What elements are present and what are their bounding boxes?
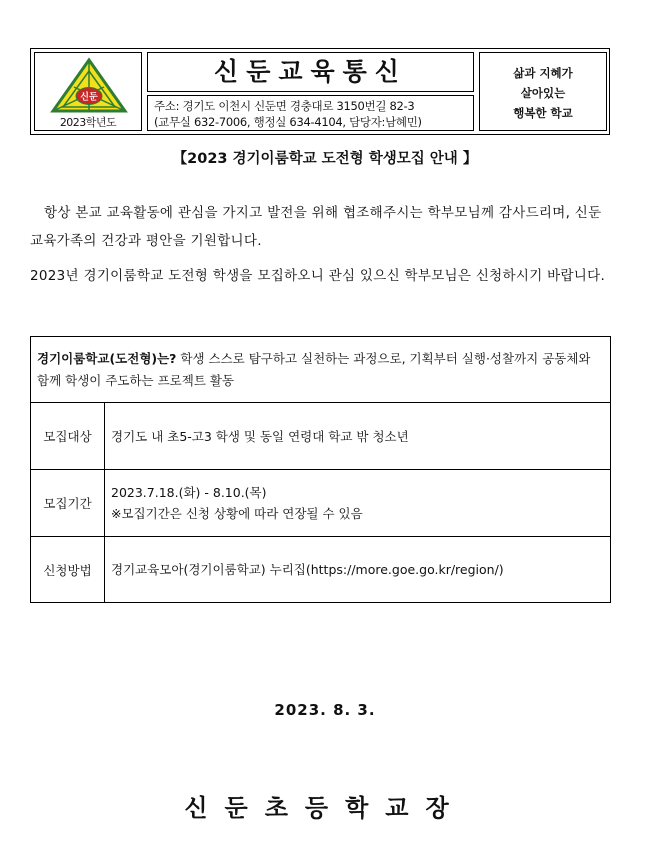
table-row: [31, 470, 611, 537]
row-value-target: 경기도 내 초5-고3 학생 및 동일 연령대 학교 밖 청소년: [105, 403, 611, 470]
recruitment-info-table: [30, 336, 611, 603]
description-text: 학생 스스로 탐구하고 실천하는 과정으로, 기획부터 실행·성찰까지 공동체와 함께 학생이 주도하는 프로젝트 활동: [37, 350, 591, 388]
description-heading: 경기이룸학교(도전형)는?: [37, 350, 177, 366]
motto-line: 삶과 지혜가: [513, 66, 573, 80]
address-line: 주소: 경기도 이천시 신둔면 경충대로 3150번길 82-3: [154, 99, 415, 113]
row-label-period: 모집기간: [31, 470, 105, 537]
issue-date: 2023. 8. 3.: [274, 701, 376, 719]
principal-signature: 신둔초등학교장: [184, 794, 466, 822]
period-note: ※모집기간은 신청 상황에 따라 연장될 수 있음: [111, 506, 363, 521]
row-value-period: [105, 470, 611, 537]
school-address: [147, 95, 474, 131]
period-dates: 2023.7.18.(화) - 8.10.(목): [111, 485, 267, 500]
motto-line: 살아있는: [520, 86, 566, 100]
school-emblem-icon: [49, 57, 129, 115]
table-row: [31, 537, 611, 603]
row-label-target: 모집대상: [31, 403, 105, 470]
row-value-method: 경기교육모아(경기이룸학교) 누리집(https://more.goe.go.kr/region/): [105, 537, 611, 603]
contact-line: (교무실 632-7006, 행정실 634-4104, 담당자:남혜민): [154, 115, 422, 129]
table-row: [31, 403, 611, 470]
school-emblem-box: [34, 52, 142, 131]
school-year: 2023학년도: [59, 116, 117, 129]
notice-title: 【2023 경기이룸학교 도전형 학생모집 안내 】: [172, 151, 478, 167]
program-description: [31, 337, 611, 403]
greeting-paragraph: 항상 본교 교육활동에 관심을 가지고 발전을 위해 협조해주시는 학부모님께 감사드리며, 신둔 교육가족의 건강과 평안을 기원합니다.: [30, 205, 602, 249]
newsletter-header: [30, 48, 610, 135]
newsletter-title: 신둔교육통신: [147, 52, 474, 92]
emblem-label: 신둔: [80, 92, 98, 103]
school-motto: [479, 52, 607, 131]
recruitment-paragraph: 2023년 경기이룸학교 도전형 학생을 모집하오니 관심 있으신 학부모님은 신청하시기 바랍니다.: [30, 268, 606, 284]
row-label-method: 신청방법: [31, 537, 105, 603]
motto-line: 행복한 학교: [513, 106, 573, 120]
table-row: [31, 337, 611, 403]
